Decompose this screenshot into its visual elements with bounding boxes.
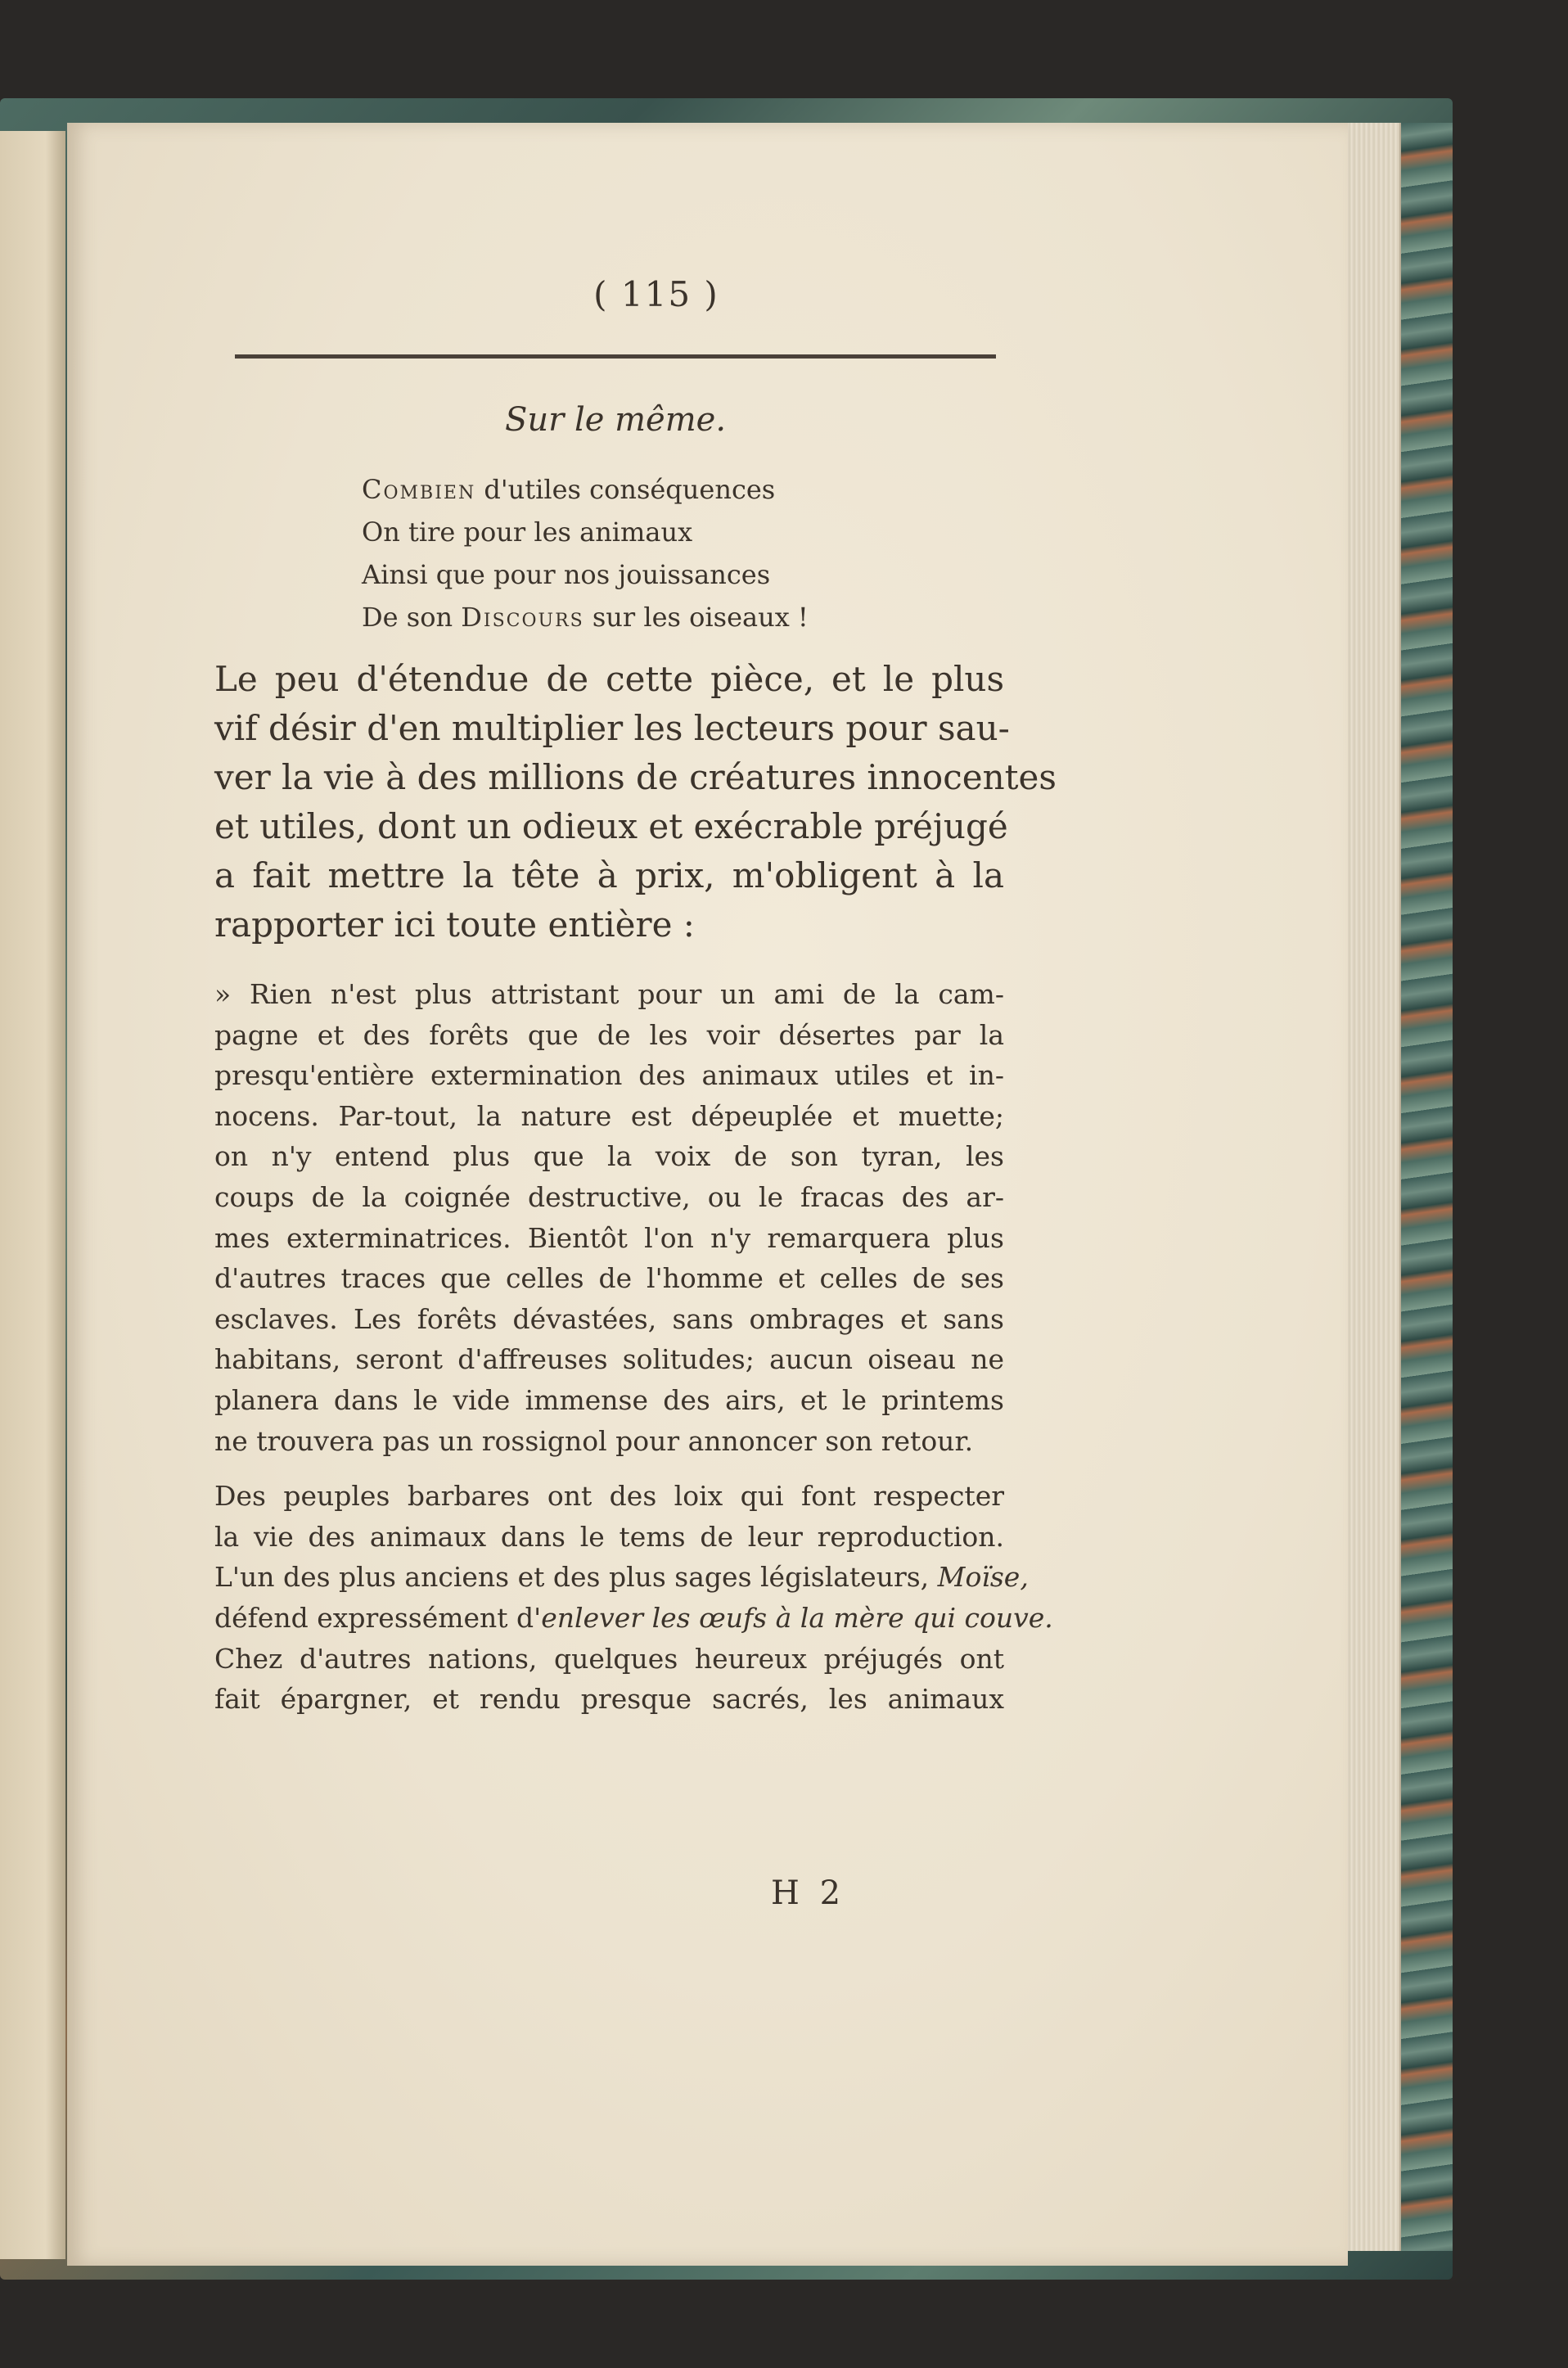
quote-line: planera dans le vide immense des airs, et le printems (214, 1383, 1004, 1416)
intro-line: et utiles, dont un odieux et exécrable préjugé (214, 806, 1008, 846)
verse-smallcaps-word: Combien (362, 474, 476, 505)
quote-line: presqu'entière extermination des animaux utiles et in- (214, 1059, 1004, 1092)
quote-line: coups de la coignée destructive, ou le fracas des ar- (214, 1180, 1004, 1213)
header-rule (235, 354, 996, 359)
quote-line: d'autres traces que celles de l'homme et celles de ses (214, 1262, 1004, 1295)
intro-line: vif désir d'en multiplier les lecteurs pour sau- (214, 708, 1010, 748)
paragraph-gap (214, 1461, 1004, 1476)
verse-block (362, 468, 1000, 638)
verse-line-1: Combien d'utiles conséquences (362, 474, 776, 505)
book-page (67, 123, 1348, 2266)
verse-smallcaps-word: Discours (461, 602, 584, 633)
page-stack-edge (1342, 123, 1401, 2251)
verse-line-3: Ainsi que pour nos jouissances (362, 559, 771, 590)
body-line: Chez d'autres nations, quelques heureux préjugés ont (214, 1642, 1004, 1675)
italic-quote: enlever les œufs à la mère qui couve. (541, 1601, 1053, 1634)
body-line: défend expressément d'enlever les œufs à la mère qui couve. (214, 1601, 1053, 1634)
section-heading: Sur le même. (504, 401, 727, 439)
italic-name: Moïse, (937, 1561, 1029, 1594)
quote-line: ne trouvera pas un rossignol pour annoncer son retour. (214, 1424, 974, 1457)
quote-line: mes exterminatrices. Bientôt l'on n'y remarquera plus (214, 1221, 1004, 1254)
body-line: la vie des animaux dans le tems de leur reproduction. (214, 1520, 1004, 1553)
intro-line: a fait mettre la tête à prix, m'obligent à la (214, 855, 1004, 895)
body-line: fait épargner, et rendu presque sacrés, les animaux (214, 1683, 1004, 1716)
quote-line: esclaves. Les forêts dévastées, sans ombrages et sans (214, 1302, 1004, 1335)
quote-line: nocens. Par-tout, la nature est dépeuplée et muette; (214, 1099, 1004, 1132)
quote-line: on n'y entend plus que la voix de son tyran, les (214, 1140, 1004, 1173)
page-number: ( 115 ) (593, 274, 719, 314)
intro-paragraph (214, 655, 1057, 949)
left-page-edge (0, 131, 65, 2259)
intro-line: ver la vie à des millions de créatures innocentes (214, 757, 1057, 797)
verse-line-4: De son Discours sur les oiseaux ! (362, 602, 809, 633)
quote-line: habitans, seront d'affreuses solitudes; aucun oiseau ne (214, 1343, 1004, 1376)
intro-line: Le peu d'étendue de cette pièce, et le plus (214, 659, 1004, 699)
quote-line: » Rien n'est plus attristant pour un ami de la cam- (214, 978, 1004, 1010)
signature-mark: H 2 (771, 1874, 846, 1912)
body-line: Des peuples barbares ont des loix qui font respecter (214, 1480, 1004, 1513)
verse-line-2: On tire pour les animaux (362, 516, 693, 548)
intro-line: rapporter ici toute entière : (214, 904, 695, 945)
quote-line: pagne et des forêts que de les voir désertes par la (214, 1018, 1004, 1051)
body-line: L'un des plus anciens et des plus sages législateurs, Moïse, (214, 1561, 1029, 1594)
quote-and-body-text (214, 974, 1053, 1720)
